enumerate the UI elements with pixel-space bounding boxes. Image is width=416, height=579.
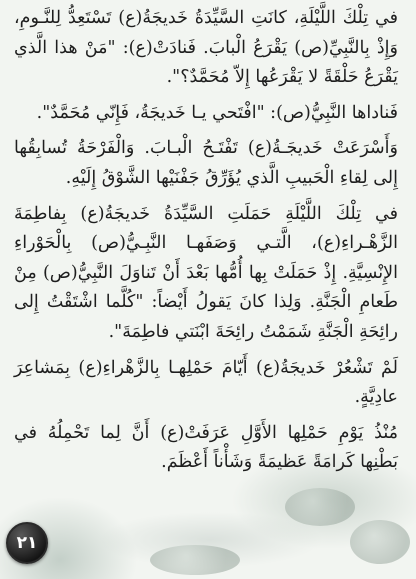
background-stone xyxy=(350,520,410,564)
background-stone xyxy=(150,545,240,575)
paragraph: في تِلْكَ اللَّيْلَةِ حَمَلَتِ السَّيِّدَةُ خَديجَةُ(ع) بِفاطِمَةَ الزَّهْـراءِ(ع)، الَّتـي وَصَفَهـا النَّبِـيُّ(ص) بِالْحَوْراءِ الإِنْسِيَّةِ. إِذْ حَمَلَتْ بِها أُمُّها بَعْدَ أَنْ تَناوَلَ النَّبِيُّ(ص) مِنْ طَعامِ الْجَنَّةِ. وَلِذا كانَ يَقولُ أَيْضاً: "كُلَّما اشْتَقْتُ إِلى رائِحَةِ الْجَنَّةِ شَمَمْتُ رائِحَةَ ابْنَتي فاطِمَةَ". xyxy=(14,203,398,342)
background-stone xyxy=(285,488,355,526)
paragraph: في تِلْكَ اللَّيْلَةِ، كانَتِ السَّيِّدَةُ خَديجَةُ(ع) تَسْتَعِدُّ لِلنَّـومِ، وَإِذْ بِالنَّبِيِّ(ص) يَقْرَعُ الْبابَ. فَنادَتْ(ع): "مَنْ هذا الَّذي يَقْرَعُ حَلْقَةً لا يَقْرَعُها إِلاّ مُحَمَّدٌ؟". xyxy=(14,8,398,88)
page-number: ٢١ xyxy=(16,532,38,553)
story-text xyxy=(14,4,398,478)
paragraph: فَناداها النَّبِيُّ(ص): "افْتَحي يـا خَديجَةُ، فَإِنّي مُحَمَّدٌ". xyxy=(36,102,398,123)
page-number-badge xyxy=(6,522,48,564)
paragraph: لَمْ تَشْعُرْ خَديجَةُ(ع) أَيّامَ حَمْلِهـا بِالزَّهْراءِ(ع) بِمَشاعِرَ عادِيَّةٍ. xyxy=(14,357,398,408)
paragraph: وَأَسْرَعَتْ خَديجَـةُ(ع) تَفْتَـحُ الْبـابَ. وَالْفَرْحَةُ تُسابِقُها إِلى لِقاءِ الْحَبيبِ الَّذي يُؤَرِّقُ جَفْنَيْها الشَّوْقُ إِلَيْهِ. xyxy=(14,138,398,188)
paragraph: مُنْذُ يَوْمِ حَمْلِها الأَوَّلِ عَرَفَتْ(ع) أَنَّ لِما تَحْمِلُهُ في بَطْنِها كَرامَةً عَظيمَةً وَشَأْناً أَعْظَمَ. xyxy=(14,422,398,473)
